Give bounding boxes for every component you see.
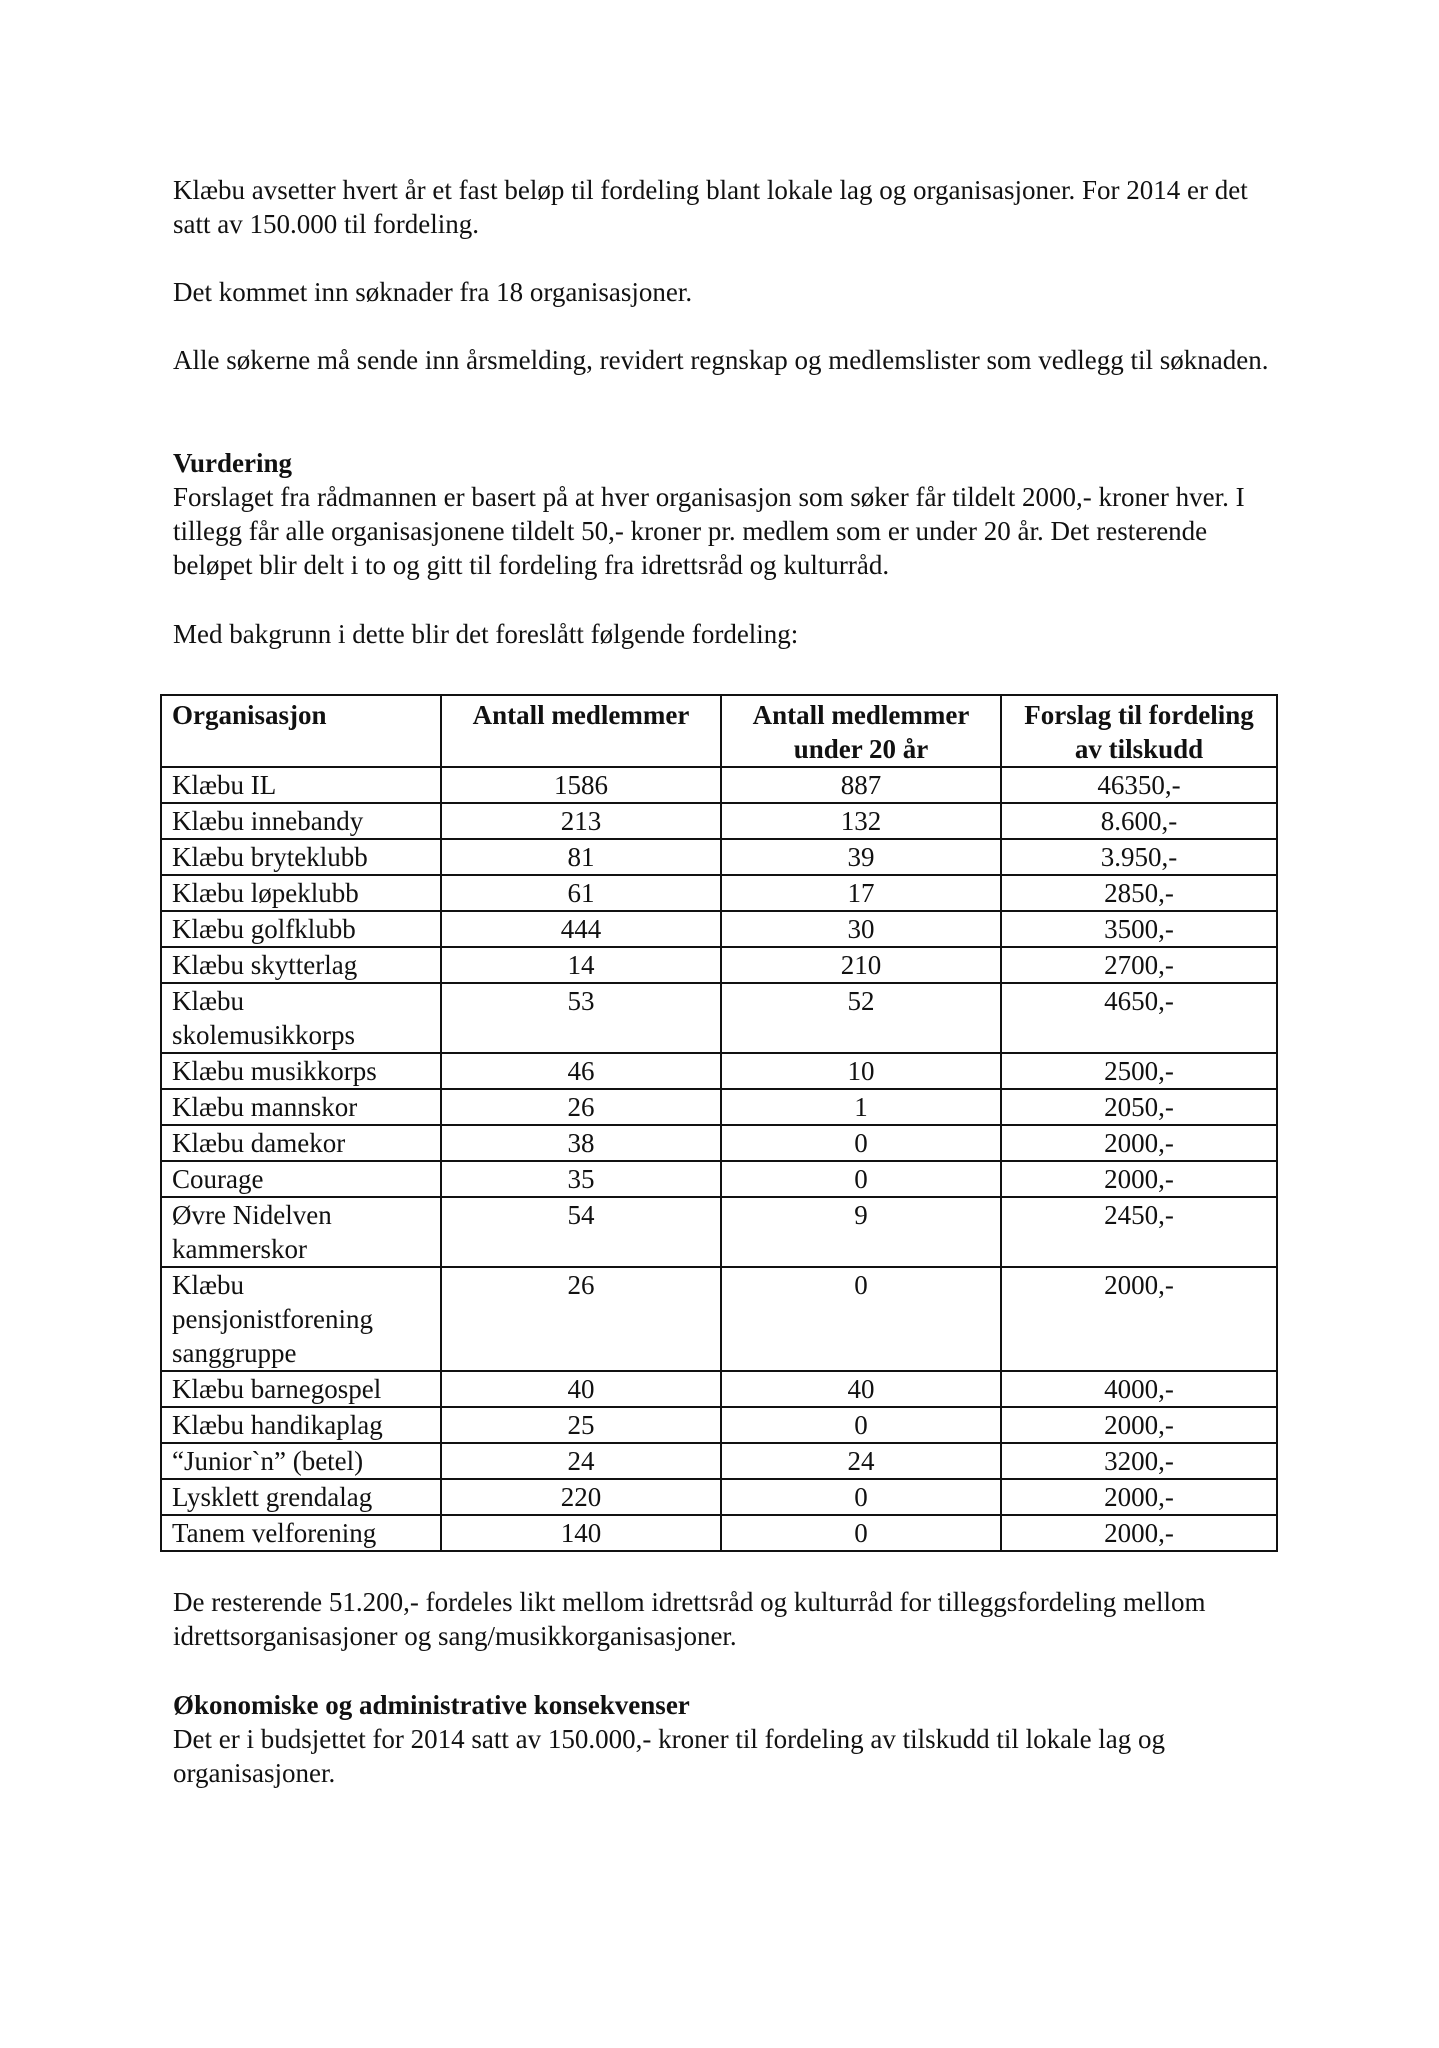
cell-antall-under-20: 17 [721, 875, 1001, 911]
cell-antall-medlemmer: 46 [441, 1053, 721, 1089]
cell-antall-under-20: 40 [721, 1371, 1001, 1407]
cell-forslag-fordeling: 2500,- [1001, 1053, 1277, 1089]
cell-antall-under-20: 132 [721, 803, 1001, 839]
table-row [161, 1515, 1277, 1551]
cell-organisasjon: Klæbu IL [161, 767, 441, 803]
cell-forslag-fordeling: 2850,- [1001, 875, 1277, 911]
cell-antall-under-20: 24 [721, 1443, 1001, 1479]
table-row [161, 983, 1277, 1053]
cell-organisasjon: Klæbu musikkorps [161, 1053, 441, 1089]
cell-forslag-fordeling: 2000,- [1001, 1407, 1277, 1443]
after-table-paragraph: De resterende 51.200,- fordeles likt mellom idrettsråd og kulturråd for tilleggsfordeling mellom idrettsorganisasjoner og sang/musikkorganisasjoner. [173, 1587, 1206, 1651]
cell-forslag-fordeling: 3500,- [1001, 911, 1277, 947]
cell-antall-medlemmer: 54 [441, 1197, 721, 1267]
cell-antall-under-20: 52 [721, 983, 1001, 1053]
table-row [161, 1443, 1277, 1479]
cell-antall-under-20: 210 [721, 947, 1001, 983]
cell-antall-medlemmer: 26 [441, 1089, 721, 1125]
cell-organisasjon: Klæbu damekor [161, 1125, 441, 1161]
cell-organisasjon: “Junior`n” (betel) [161, 1443, 441, 1479]
cell-forslag-fordeling: 4000,- [1001, 1371, 1277, 1407]
cell-antall-medlemmer: 14 [441, 947, 721, 983]
cell-organisasjon: Klæbu skytterlag [161, 947, 441, 983]
cell-forslag-fordeling: 2000,- [1001, 1479, 1277, 1515]
cell-organisasjon: Courage [161, 1161, 441, 1197]
konsekvenser-section [173, 1688, 1283, 1790]
cell-antall-medlemmer: 24 [441, 1443, 721, 1479]
cell-forslag-fordeling: 2050,- [1001, 1089, 1277, 1125]
cell-organisasjon: Klæbu innebandy [161, 803, 441, 839]
cell-antall-under-20: 10 [721, 1053, 1001, 1089]
cell-antall-under-20: 0 [721, 1515, 1001, 1551]
cell-organisasjon: Klæbu handikaplag [161, 1407, 441, 1443]
cell-antall-medlemmer: 213 [441, 803, 721, 839]
cell-organisasjon: Klæbu golfklubb [161, 911, 441, 947]
konsekvenser-text: Det er i budsjettet for 2014 satt av 150.000,- kroner til fordeling av tilskudd til lokale lag og organisasjoner. [173, 1724, 1166, 1788]
vurdering-heading: Vurdering [173, 448, 293, 478]
table-row [161, 875, 1277, 911]
cell-antall-medlemmer: 35 [441, 1161, 721, 1197]
cell-forslag-fordeling: 2000,- [1001, 1161, 1277, 1197]
cell-organisasjon: Øvre Nidelven kammerskor [161, 1197, 441, 1267]
table-row [161, 1371, 1277, 1407]
cell-organisasjon: Klæbu barnegospel [161, 1371, 441, 1407]
cell-antall-medlemmer: 40 [441, 1371, 721, 1407]
intro-paragraph-1: Klæbu avsetter hvert år et fast beløp til fordeling blant lokale lag og organisasjoner. For 2014 er det satt av 150.000 til fordeling. [173, 175, 1248, 239]
cell-antall-medlemmer: 1586 [441, 767, 721, 803]
table-body [161, 767, 1277, 1551]
table-row [161, 1161, 1277, 1197]
cell-forslag-fordeling: 8.600,- [1001, 803, 1277, 839]
cell-organisasjon: Klæbu skolemusikkorps [161, 983, 441, 1053]
grant-distribution-table [160, 694, 1278, 1552]
cell-antall-medlemmer: 61 [441, 875, 721, 911]
cell-antall-medlemmer: 220 [441, 1479, 721, 1515]
table-row [161, 1053, 1277, 1089]
cell-antall-medlemmer: 81 [441, 839, 721, 875]
table-row [161, 1197, 1277, 1267]
cell-organisasjon: Lysklett grendalag [161, 1479, 441, 1515]
cell-organisasjon: Tanem velforening [161, 1515, 441, 1551]
cell-forslag-fordeling: 2000,- [1001, 1267, 1277, 1371]
table-intro: Med bakgrunn i dette blir det foreslått følgende fordeling: [173, 619, 799, 649]
header-antall-under-20: Antall medlemmer under 20 år [721, 695, 1001, 767]
cell-antall-medlemmer: 26 [441, 1267, 721, 1371]
cell-antall-medlemmer: 444 [441, 911, 721, 947]
intro-paragraph-2: Det kommet inn søknader fra 18 organisasjoner. [173, 277, 693, 307]
cell-antall-medlemmer: 53 [441, 983, 721, 1053]
header-organisasjon: Organisasjon [161, 695, 441, 767]
cell-forslag-fordeling: 2700,- [1001, 947, 1277, 983]
cell-antall-under-20: 0 [721, 1125, 1001, 1161]
table-row [161, 1479, 1277, 1515]
cell-organisasjon: Klæbu løpeklubb [161, 875, 441, 911]
table-row [161, 947, 1277, 983]
table-row [161, 1407, 1277, 1443]
cell-organisasjon: Klæbu pensjonistforening sanggruppe [161, 1267, 441, 1371]
cell-forslag-fordeling: 4650,- [1001, 983, 1277, 1053]
cell-forslag-fordeling: 3200,- [1001, 1443, 1277, 1479]
cell-antall-medlemmer: 140 [441, 1515, 721, 1551]
cell-forslag-fordeling: 46350,- [1001, 767, 1277, 803]
header-forslag-fordeling: Forslag til fordeling av tilskudd [1001, 695, 1277, 767]
cell-forslag-fordeling: 3.950,- [1001, 839, 1277, 875]
cell-antall-medlemmer: 38 [441, 1125, 721, 1161]
cell-organisasjon: Klæbu mannskor [161, 1089, 441, 1125]
cell-antall-under-20: 39 [721, 839, 1001, 875]
cell-forslag-fordeling: 2450,- [1001, 1197, 1277, 1267]
table-header-row [161, 695, 1277, 767]
cell-forslag-fordeling: 2000,- [1001, 1125, 1277, 1161]
cell-antall-under-20: 9 [721, 1197, 1001, 1267]
cell-antall-medlemmer: 25 [441, 1407, 721, 1443]
cell-antall-under-20: 0 [721, 1267, 1001, 1371]
table-row [161, 1125, 1277, 1161]
table-row [161, 1089, 1277, 1125]
table-row [161, 767, 1277, 803]
vurdering-text: Forslaget fra rådmannen er basert på at hver organisasjon som søker får tildelt 2000,- kroner hver. I tillegg får alle organisasjonene tildelt 50,- kroner pr. medlem som er under 20 år. Det resterende beløpet blir delt i to og gitt til fordeling fra idrettsråd og kulturråd. [173, 482, 1245, 580]
table-row [161, 839, 1277, 875]
table-row [161, 1267, 1277, 1371]
table-row [161, 803, 1277, 839]
vurdering-section [173, 446, 1283, 582]
header-antall-medlemmer: Antall medlemmer [441, 695, 721, 767]
table-row [161, 911, 1277, 947]
cell-forslag-fordeling: 2000,- [1001, 1515, 1277, 1551]
cell-antall-under-20: 0 [721, 1161, 1001, 1197]
cell-antall-under-20: 0 [721, 1407, 1001, 1443]
intro-paragraph-3: Alle søkerne må sende inn årsmelding, revidert regnskap og medlemslister som vedlegg til søknaden. [173, 345, 1269, 375]
cell-antall-under-20: 1 [721, 1089, 1001, 1125]
cell-antall-under-20: 30 [721, 911, 1001, 947]
cell-antall-under-20: 0 [721, 1479, 1001, 1515]
konsekvenser-heading: Økonomiske og administrative konsekvenser [173, 1690, 690, 1720]
cell-antall-under-20: 887 [721, 767, 1001, 803]
cell-organisasjon: Klæbu bryteklubb [161, 839, 441, 875]
